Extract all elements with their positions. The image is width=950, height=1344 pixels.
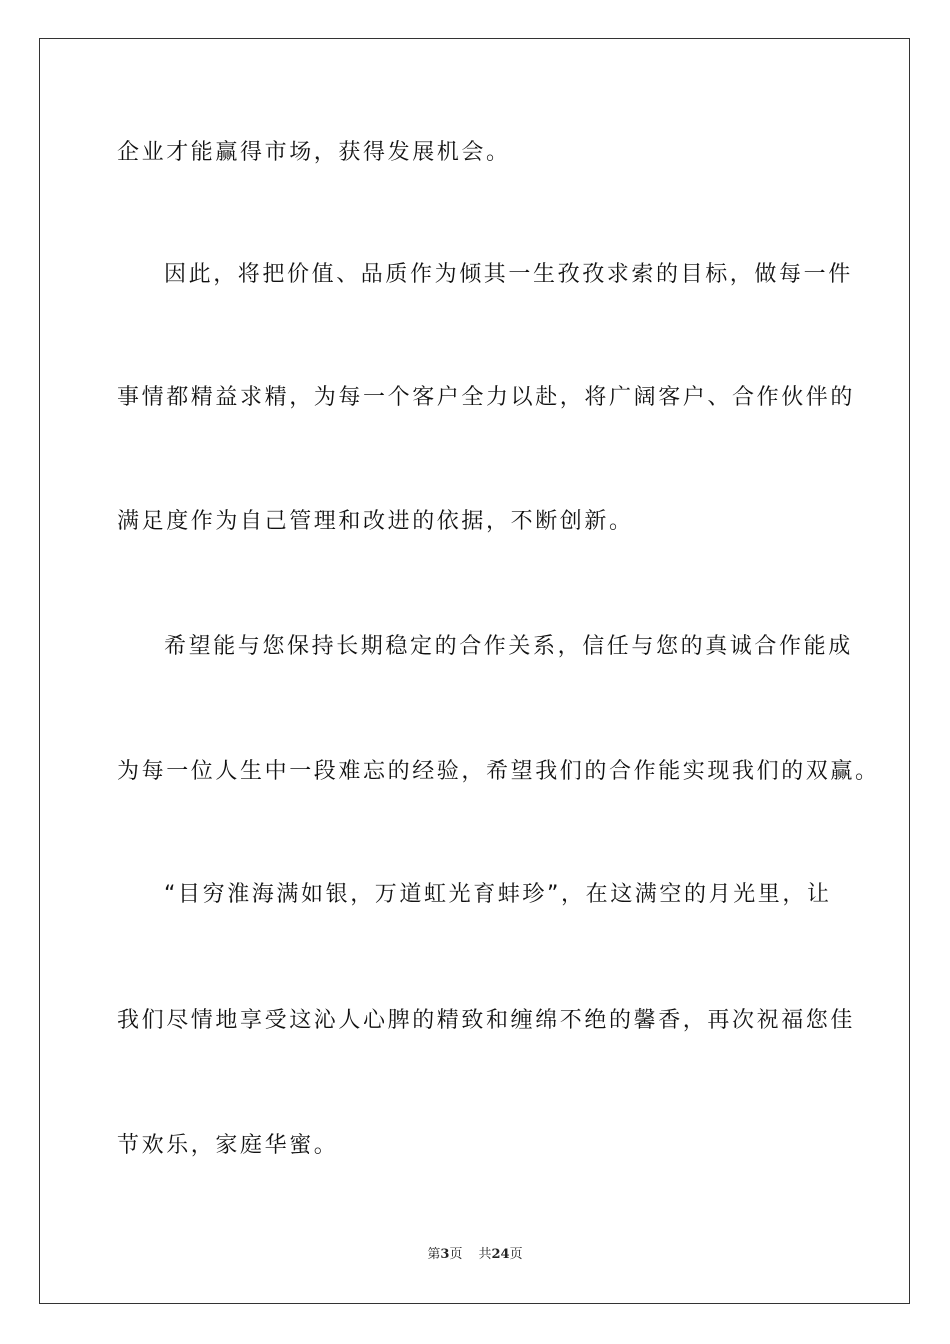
body-line-6: 为每一位人生中一段难忘的经验，希望我们的合作能实现我们的双赢。 <box>117 759 880 784</box>
body-line-3: 事情都精益求精，为每一个客户全力以赴，将广阔客户、合作伙伴的 <box>117 385 856 410</box>
body-line-8: 我们尽情地享受这沁人心脾的精致和缠绵不绝的馨香，再次祝福您佳 <box>117 1008 856 1033</box>
footer-total-suffix: 页 <box>509 1247 523 1262</box>
footer-total-pages: 24 <box>491 1247 510 1262</box>
footer-total-prefix: 共 <box>478 1247 492 1262</box>
body-line-4: 满足度作为自己管理和改进的依据，不断创新。 <box>117 509 634 534</box>
body-line-5: 希望能与您保持长期稳定的合作关系，信任与您的真诚合作能成 <box>164 634 853 659</box>
body-line-7: “目穷淮海满如银，万道虹光育蚌珍”，在这满空的月光里，让 <box>164 882 832 907</box>
page-footer <box>0 1247 950 1263</box>
footer-page-prefix: 第 <box>427 1247 441 1262</box>
body-line-1: 企业才能赢得市场，获得发展机会。 <box>117 140 511 165</box>
body-line-2: 因此，将把价值、品质作为倾其一生孜孜求索的目标，做每一件 <box>164 262 853 287</box>
page-border <box>39 38 910 1304</box>
footer-page-number: 3 <box>440 1247 450 1262</box>
body-line-9: 节欢乐，家庭华蜜。 <box>117 1133 339 1158</box>
footer-page-suffix: 页 <box>449 1247 463 1262</box>
